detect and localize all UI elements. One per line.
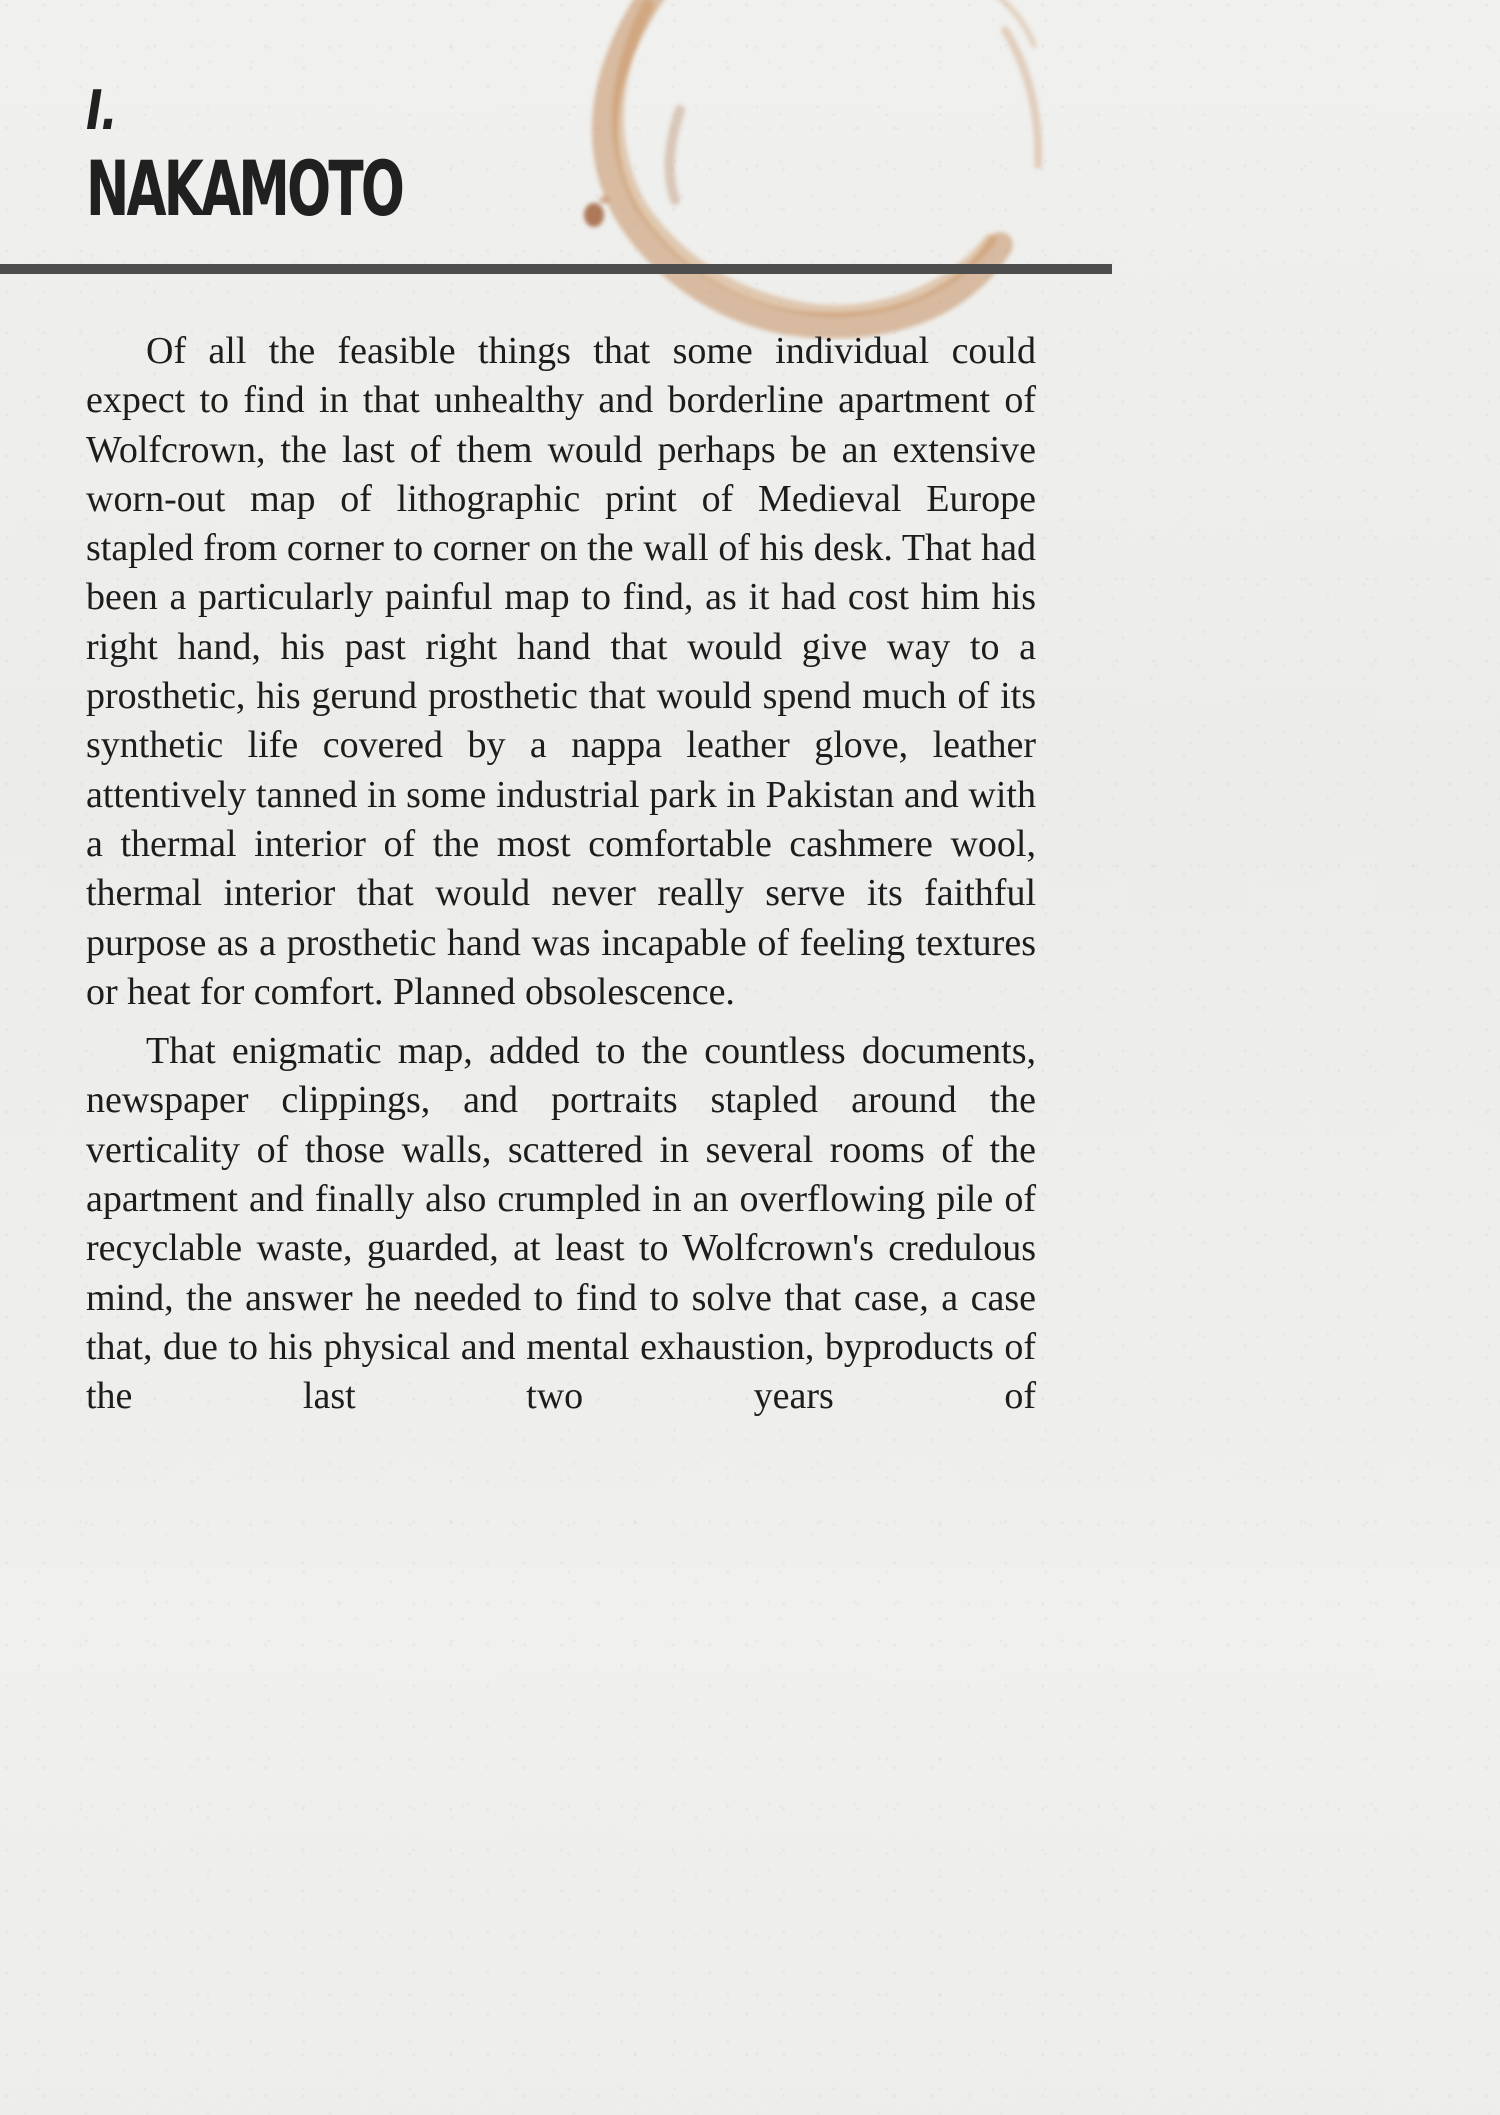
body-paragraph: Of all the feasible things that some individual could expect to find in that unhealthy and borderline apartment of Wolfcrown, the last of them would perhaps be an extensive worn-out map of lithographic print of Medieval Europe stapled from corner to corner on the wall of his desk. That had been a particularly painful map to find, as it had cost him his right hand, his past right hand that would give way to a prosthetic, his gerund prosthetic that would spend much of its synthetic life covered by a nappa leather glove, leather attentively tanned in some industrial park in Pakistan and with a thermal interior of the most comfortable cashmere wool, thermal interior that would never really serve its faithful purpose as a prosthetic hand was incapable of feeling textures or heat for comfort. Planned obsolescence. [86, 330, 1036, 1013]
chapter-body [86, 327, 1036, 1422]
body-paragraph: That enigmatic map, added to the countless documents, newspaper clippings, and portraits stapled around the verticality of those walls, scattered in several rooms of the apartment and finally also crumpled in an overflowing pile of recyclable waste, guarded, at least to Wolfcrown's credulous mind, the answer he needed to find to solve that case, a case that, due to his physical and mental exhaustion, byproducts of the last two years of [86, 1030, 1036, 1418]
coffee-stain-decoration [560, 0, 1060, 340]
chapter-number: I. [86, 79, 117, 142]
chapter-title: NAKAMOTO [86, 144, 403, 233]
chapter-divider-rule [0, 264, 1112, 274]
